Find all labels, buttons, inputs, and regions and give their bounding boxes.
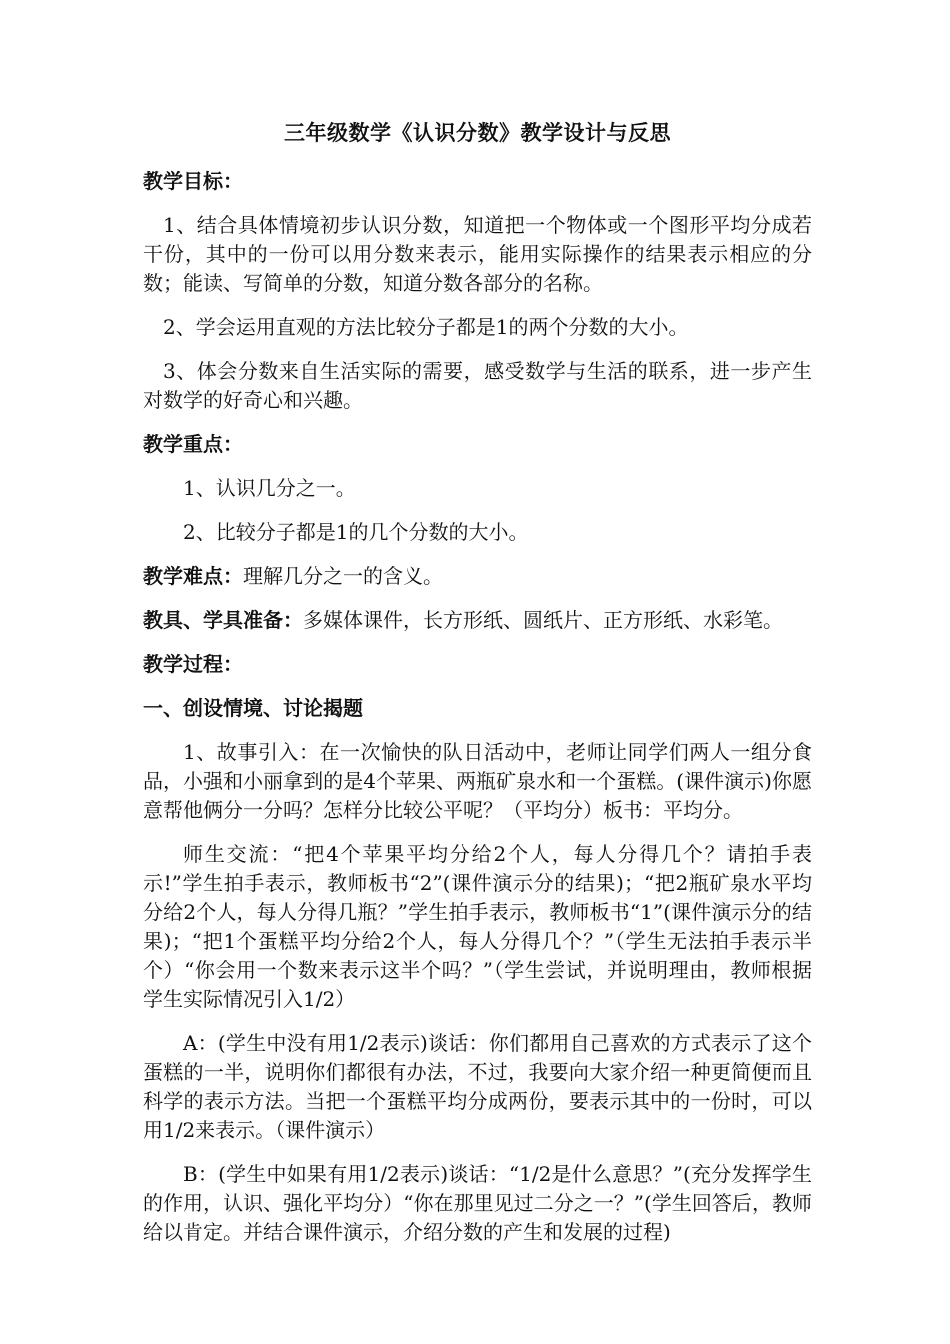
difficulty-label: 教学难点： <box>143 564 243 588</box>
process-heading: 教学过程： <box>143 652 243 676</box>
materials-text: 多媒体课件，长方形纸、圆纸片、正方形纸、水彩笔。 <box>303 608 783 632</box>
section-1-heading: 一、创设情境、讨论揭题 <box>143 696 363 720</box>
process-paragraph-1: 1、故事引入：在一次愉快的队日活动中，老师让同学们两人一组分食品，小强和小丽拿到的是4个苹果、两瓶矿泉水和一个蛋糕。(课件演示)你愿意帮他俩分一分吗？怎样分比较公平呢？（平均分）板书：平均分。 <box>143 740 812 822</box>
document-title: 三年级数学《认识分数》教学设计与反思 <box>284 120 671 145</box>
process-paragraph-3: A：(学生中没有用1/2表示)谈话：你们都用自己喜欢的方式表示了这个蛋糕的一半，说明你们都很有办法，不过，我要向大家介绍一种更简便而且科学的表示方法。当把一个蛋糕平均分成两份，要表示其中的一份时，可以用1/2来表示。（课件演示） <box>143 1031 812 1142</box>
objective-item-2: 2、学会运用直观的方法比较分子都是1的两个分数的大小。 <box>163 315 689 339</box>
key-point-item-1: 1、认识几分之一。 <box>183 476 356 500</box>
difficulty-line <box>143 562 812 591</box>
process-paragraph-4: B：(学生中如果有用1/2表示)谈话：“1/2是什么意思？”(充分发挥学生的作用，认识、强化平均分）“你在那里见过二分之一？”(学生回答后，教师给以肯定。并结合课件演示，介绍分数的产生和发展的过程) <box>143 1162 812 1244</box>
materials-line <box>143 606 812 635</box>
objectives-heading: 教学目标： <box>143 169 243 193</box>
materials-label: 教具、学具准备： <box>143 608 303 632</box>
key-point-item-2: 2、比较分子都是1的几个分数的大小。 <box>183 520 529 544</box>
objective-item-1: 1、结合具体情境初步认识分数，知道把一个物体或一个图形平均分成若干份，其中的一份可以用分数来表示，能用实际操作的结果表示相应的分数；能读、写简单的分数，知道分数各部分的名称。 <box>143 213 812 295</box>
difficulty-text: 理解几分之一的含义。 <box>243 564 443 588</box>
process-paragraph-2: 师生交流：“把4个苹果平均分给2个人，每人分得几个？请拍手表示!”学生拍手表示，教师板书“2”(课件演示分的结果)；“把2瓶矿泉水平均分给2个人，每人分得几瓶？”学生拍手表示，教师板书“1”(课件演示分的结果)；“把1个蛋糕平均分给2个人，每人分得几个？”（学生无法拍手表示半个）“你会用一个数来表示这半个吗？”（学生尝试，并说明理由，教师根据学生实际情况引入1/2） <box>143 842 812 1011</box>
objective-item-3: 3、体会分数来自生活实际的需要，感受数学与生活的联系，进一步产生对数学的好奇心和兴趣。 <box>143 359 812 412</box>
key-points-heading: 教学重点： <box>143 432 243 456</box>
